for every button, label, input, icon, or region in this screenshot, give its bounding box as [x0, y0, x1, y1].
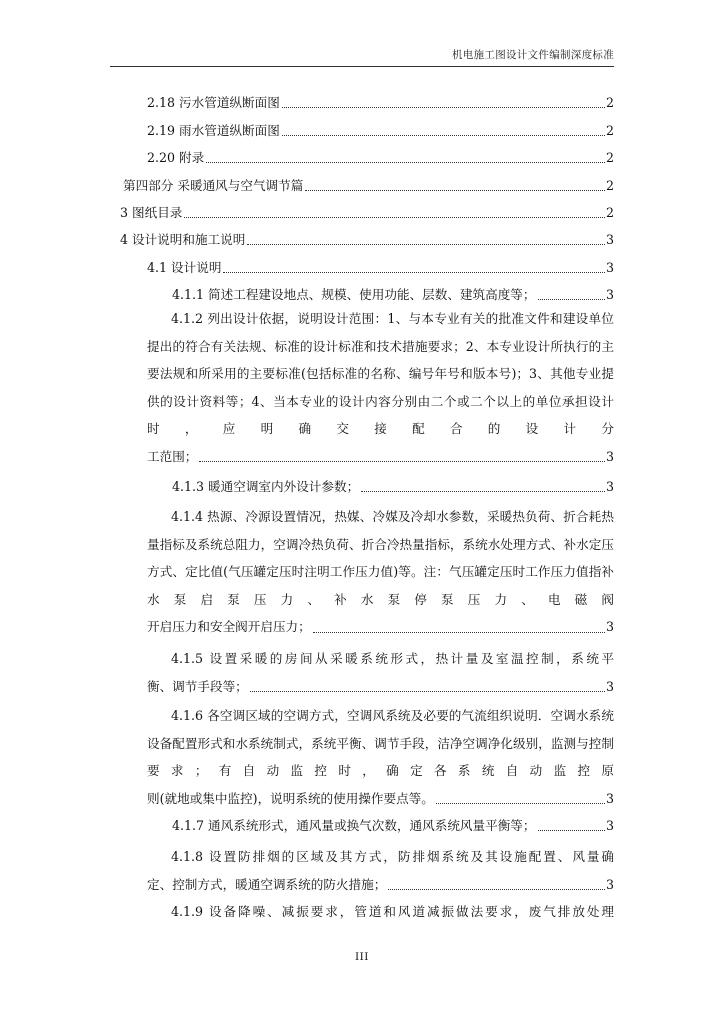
toc-page: 2 [605, 178, 614, 193]
paragraph-tail: 则(就地或集中监控)，说明系统的使用操作要点等。 [147, 790, 434, 806]
toc-page: 2 [605, 95, 614, 110]
toc-title: 4.1.3 暖通空调室内外设计参数； [172, 479, 360, 494]
toc-title: 2.18 污水管道纵断面图 [147, 95, 280, 110]
toc-title: 第四部分 采暖通风与空气调节篇 [123, 178, 304, 193]
paragraph-last-line [147, 443, 614, 471]
paragraph-tail: 工范围； [147, 448, 198, 464]
toc-page: 2 [605, 205, 614, 220]
paragraph-last-line [147, 871, 614, 899]
toc-leader [247, 244, 605, 245]
toc-title: 2.19 雨水管道纵断面图 [147, 123, 280, 138]
toc-leader [206, 162, 605, 163]
toc-page: 3 [605, 876, 614, 892]
toc-entry [147, 257, 614, 279]
toc-page: 3 [605, 260, 614, 275]
toc-paragraph [147, 898, 614, 926]
toc-title: 3 图纸目录 [120, 205, 183, 220]
toc-leader [538, 299, 605, 300]
paragraph-body: 4.1.6 各空调区域的空调方式，空调风系统及必要的气流组织说明．空调水系统设备配置形式和水系统制式，系统平衡、调节手段，洁净空调净化级别，监测与控制要求；有自动监控时，确定各系统自动监控原 [147, 708, 614, 778]
toc-leader [199, 461, 605, 462]
page-number: III [355, 951, 369, 963]
toc-paragraph [147, 645, 614, 700]
toc-page: 3 [605, 479, 614, 494]
toc-page: 2 [605, 150, 614, 165]
paragraph-last-line [147, 673, 614, 701]
toc-leader [313, 632, 605, 633]
toc-page: 3 [605, 678, 614, 694]
toc-title: 4.1.7 通风系统形式，通风量或换气次数，通风系统风量平衡等； [172, 818, 536, 833]
toc-entry [172, 476, 614, 498]
toc-entry [147, 147, 614, 169]
toc-page: 3 [605, 232, 614, 247]
paragraph-body: 4.1.5 设置采暖的房间从采暖系统形式，热计量及室温控制，系统平 [171, 651, 614, 666]
toc-title: 4.1.1 简述工程建设地点、规模、使用功能、层数、建筑高度等； [172, 287, 536, 302]
toc-leader [361, 491, 605, 492]
toc-leader [282, 135, 605, 136]
toc-entry [120, 229, 614, 251]
toc-leader [388, 889, 605, 890]
paragraph-tail: 衡、调节手段等； [147, 678, 248, 694]
toc-title: 4.1 设计说明 [147, 260, 222, 275]
toc-page: 3 [605, 790, 614, 806]
paragraph-tail: 定、控制方式，暖通空调系统的防火措施； [147, 876, 387, 892]
paragraph-body: 4.1.9 设备降噪、减振要求，管道和风道减振做法要求，废气排放处理 [171, 904, 614, 919]
toc-entry [147, 92, 614, 114]
toc-entry [147, 120, 614, 142]
toc-page: 3 [605, 448, 614, 464]
toc-title: 2.20 附录 [147, 150, 205, 165]
toc-page: 3 [605, 619, 614, 634]
paragraph-last-line [147, 613, 614, 641]
paragraph-last-line [147, 785, 614, 813]
toc-leader [282, 107, 605, 108]
toc-entry [172, 815, 614, 837]
toc-leader [436, 803, 605, 804]
paragraph-body: 4.1.2 列出设计依据，说明设计范围：1、与本专业有关的批准文件和建设单位提出的符合有关法规、标准的设计标准和技术措施要求；2、本专业设计所执行的主要法规和所采用的主要标准(包括标准的名称、编号年号和版本号)；3、其他专业提供的设计资料等；4、当本专业的设计内容分别由二个或二个以上的单位承担设计时，应明确交接配合的设计分 [147, 311, 614, 436]
header-rule [110, 66, 614, 67]
running-header: 机电施工图设计文件编制深度标准 [452, 49, 614, 61]
toc-paragraph [147, 503, 614, 641]
toc-page: 3 [605, 287, 614, 302]
toc-paragraph [147, 843, 614, 898]
toc-leader [223, 272, 605, 273]
toc-page: 3 [605, 818, 614, 833]
toc-leader [250, 691, 605, 692]
toc-leader [184, 217, 605, 218]
toc-page: 2 [605, 123, 614, 138]
toc-paragraph [147, 702, 614, 812]
toc-paragraph [147, 305, 614, 470]
paragraph-body: 4.1.8 设置防排烟的区域及其方式，防排烟系统及其设施配置、风量确 [171, 849, 614, 864]
toc-entry [123, 175, 614, 197]
toc-leader [305, 190, 605, 191]
toc-leader [538, 830, 605, 831]
toc-title: 4 设计说明和施工说明 [120, 232, 246, 247]
toc-entry [120, 202, 614, 224]
toc-entry [172, 284, 614, 306]
paragraph-tail: 开启压力和安全阀开启压力； [147, 619, 311, 634]
paragraph-body: 4.1.4 热源、冷源设置情况，热媒、冷媒及冷却水参数，采暖热负荷、折合耗热量指标及系统总阻力，空调冷热负荷、折合冷热量指标，系统水处理方式、补水定压方式、定比值(气压罐定压时注明工作压力值)等。注：气压罐定压时工作压力值指补水泵启泵压力、补水泵停泵压力、电磁阀 [147, 509, 614, 607]
